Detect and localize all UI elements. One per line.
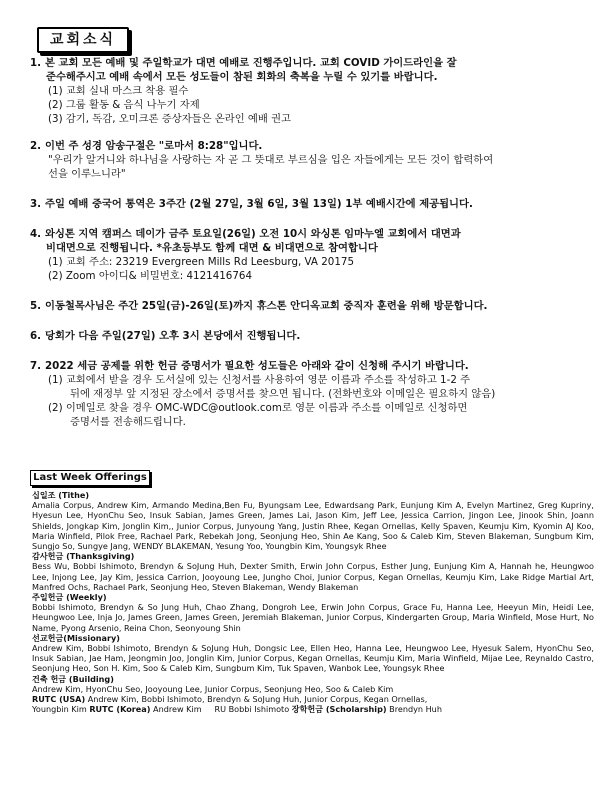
notice-number: 2. <box>30 140 42 152</box>
notice-subitem: (2) 그룹 활동 & 음식 나누기 자제 <box>48 99 200 111</box>
notice-5 <box>30 299 600 313</box>
notice-text: 본 교회 모든 예배 및 주일학교가 대면 예배로 진행주입니다. 교회 COVID 가이드라인을 잘 <box>45 57 457 69</box>
bible-verse-text: 선을 이루느니라" <box>48 168 126 180</box>
notice-subitem: (1) 교회 실내 마스크 착용 필수 <box>48 85 189 97</box>
rutc-korea-label: RUTC (Korea) <box>89 704 151 715</box>
offering-names: Bess Wu, Bobbi Ishimoto, Brendyn & SoJung Huh, Dexter Smith, Erwin John Corpus, Esther Jung, Eunjung Kim A, Hannah he, Heungwoo Lee, Injong Lee, Jay Kim, Jessica Carrion, Jooyoung Lee, Jungho Choi, Junior Corpus, Kegan Ornellas, Keumju Kim, Lake Ridge Martial Art, Manfred Ochs, Rachael Park, Seonjung Heo, Steven Blakeman, Wendy Blakeman <box>32 561 594 592</box>
notice-text: 2022 세금 공제를 위한 헌금 증명서가 필요한 성도들은 아래와 같이 신청해 주시기 바랍니다. <box>45 360 469 372</box>
offering-names: Andrew Kim, HyonChu Seo, Jooyoung Lee, Junior Corpus, Seonjung Heo, Soo & Caleb Kim <box>32 683 394 694</box>
notice-text: 비대면으로 진행됩니다. *유초등부도 함께 대면 & 비대면으로 참여합니다 <box>46 242 378 254</box>
notice-subitem: 증명서를 전송해드립니다. <box>70 416 186 428</box>
notice-subitem: (1) 교회에서 받을 경우 도서실에 있는 신청서를 사용하여 영문 이름과 주소를 작성하고 1-2 주 <box>48 374 471 386</box>
notice-number: 3. <box>30 198 42 210</box>
notice-number: 5. <box>30 300 42 312</box>
notices-list <box>30 52 600 429</box>
notice-6 <box>30 329 600 343</box>
offering-footer-line-2 <box>32 704 594 714</box>
offerings-list <box>32 490 594 714</box>
notice-subitem: (3) 감기, 독감, 오미크론 증상자들은 온라인 예배 권고 <box>48 113 291 125</box>
notice-text: 주일 예배 중국어 통역은 3주간 (2월 27일, 3월 6일, 3월 13일) 1부 예배시간에 제공됩니다. <box>45 198 473 210</box>
notice-number: 1. <box>30 57 42 69</box>
rutc-korea-prefix: Youngbin Kim <box>32 704 87 715</box>
notice-3 <box>30 197 600 211</box>
notice-text: 당회가 다음 주일(27일) 오후 3시 본당에서 진행됩니다. <box>45 330 301 342</box>
notice-2 <box>30 139 600 181</box>
ru-label: RU <box>214 704 227 715</box>
scholarship-label: 장학헌금 (Scholarship) <box>291 704 387 715</box>
notice-text: 이번 주 성경 암송구절은 "로마서 8:28"입니다. <box>45 140 263 152</box>
offering-category-label: 감사헌금 (Thanksgiving) <box>32 551 135 562</box>
notice-subitem: (2) 이메일로 찾을 경우 OMC-WDC@outlook.com로 영문 이름과 주소를 이메일로 신청하면 <box>48 402 468 414</box>
scholarship-names: Brendyn Huh <box>389 704 442 715</box>
offering-names: Andrew Kim, Bobbi Ishimoto, Brendyn & SoJung Huh, Dongsic Lee, Ellen Heo, Hanna Lee, Heungwoo Lee, Hyesuk Salem, HyonChu Seo, Insuk Sabian, Jae Ham, Jeongmin Joo, Jonglin Kim, Junior Corpus, Kegan Ornellas, Keumju Kim, Maria Winfield, Mijae Lee, Reynaldo Castro, Seonjung Heo, Son H. Kim, Soo & Caleb Kim, Sungbum Kim, Tuk Spaven, Wanbok Lee, Youngsyk Rhee <box>32 643 594 674</box>
offering-category-label: 선교헌금(Missionary) <box>32 632 120 643</box>
offerings-title: Last Week Offerings <box>30 470 150 486</box>
offering-category-label: 주일헌금 (Weekly) <box>32 592 107 603</box>
notice-7 <box>30 359 600 429</box>
ru-names: Bobbi Ishimoto <box>228 704 290 715</box>
notice-1 <box>30 56 600 126</box>
notice-subitem: 뒤에 재정부 앞 지정된 장소에서 증명서를 찾으면 됩니다. (전화번호와 이메일은 필요하지 않음) <box>70 388 496 400</box>
page-title: 교회소식 <box>37 27 129 53</box>
notice-text: 와싱톤 지역 캠퍼스 데이가 금주 토요일(26일) 오전 10시 와싱톤 임마누엘 교회에서 대면과 <box>45 228 461 240</box>
notice-subitem: (1) 교회 주소: 23219 Evergreen Mills Rd Leesburg, VA 20175 <box>48 256 355 268</box>
notice-text: 준수해주시고 예배 속에서 모든 성도들이 참된 회화의 축복을 누릴 수 있기를 바랍니다. <box>46 71 438 83</box>
offering-category-label: 건축 헌금 (Building) <box>32 673 114 684</box>
notice-subitem: (2) Zoom 아이디& 비밀번호: 4121416764 <box>48 270 252 282</box>
notice-number: 6. <box>30 330 42 342</box>
notice-number: 7. <box>30 360 42 372</box>
offering-category-label: 십일조 (Tithe) <box>32 490 90 500</box>
notice-text: 이동철목사님은 주간 25일(금)-26일(토)까지 휴스톤 안디옥교회 중직자 훈련을 위해 방문합니다. <box>45 300 488 312</box>
rutc-usa-label: RUTC (USA) <box>32 694 86 705</box>
notice-4 <box>30 227 600 283</box>
bible-verse-text: "우리가 알거니와 하나님을 사랑하는 자 곧 그 뜻대로 부르심을 입은 자들에게는 모든 것이 합력하여 <box>48 154 494 166</box>
offering-footer-line-1 <box>32 694 594 704</box>
notice-number: 4. <box>30 228 42 240</box>
rutc-korea-names: Andrew Kim <box>153 704 202 715</box>
rutc-usa-names: Andrew Kim, Bobbi Ishimoto, Brendyn & SoJung Huh, Junior Corpus, Kegan Ornellas, <box>87 694 428 705</box>
offering-names: Bobbi Ishimoto, Brendyn & So Jung Huh, Chao Zhang, Dongroh Lee, Erwin John Corpus, Grace Fu, Hanna Lee, Heeyun Min, Heidi Lee, Heungwoo Lee, Inja Jo, James Green, James Green, Jeremiah Blakeman, Junior Corpus, Kindergarten Group, Maria Winfield, Mose Hurt, No Name, Pyong Arsenio, Reina Chon, Seonyoung Shin <box>32 602 594 633</box>
offering-names: Amalia Corpus, Andrew Kim, Armando Medina,Ben Fu, Byungsam Lee, Edwardsang Park, Eunjung Kim A, Evelyn Martinez, Greg Kupriny, Hyesun Lee, HyonChu Seo, Insuk Sabian, James Green, James Lai, Jason Kim, Jeff Lee, Jessica Carrion, Jingon Lee, Jinook Shin, Joann Shields, Jongkap Kim, Jonglin Kim,, Junior Corpus, Junyoung Yang, Justin Rhee, Kegan Ornellas, Kelly Spaven, Keumju Kim, Kyomin AJ Koo, Maria Winfield, Pilok Free, Rachael Park, Rebekah Jong, Seonjung Heo, Shin Ae Kang, Soo & Caleb Kim, Steven Blakeman, Sungbum Kim, Sungjo So, Sungye Jang, WENDY BLAKEMAN, Yesung Yoo, Youngbin Kim, Youngsyk Rhee <box>32 500 594 552</box>
